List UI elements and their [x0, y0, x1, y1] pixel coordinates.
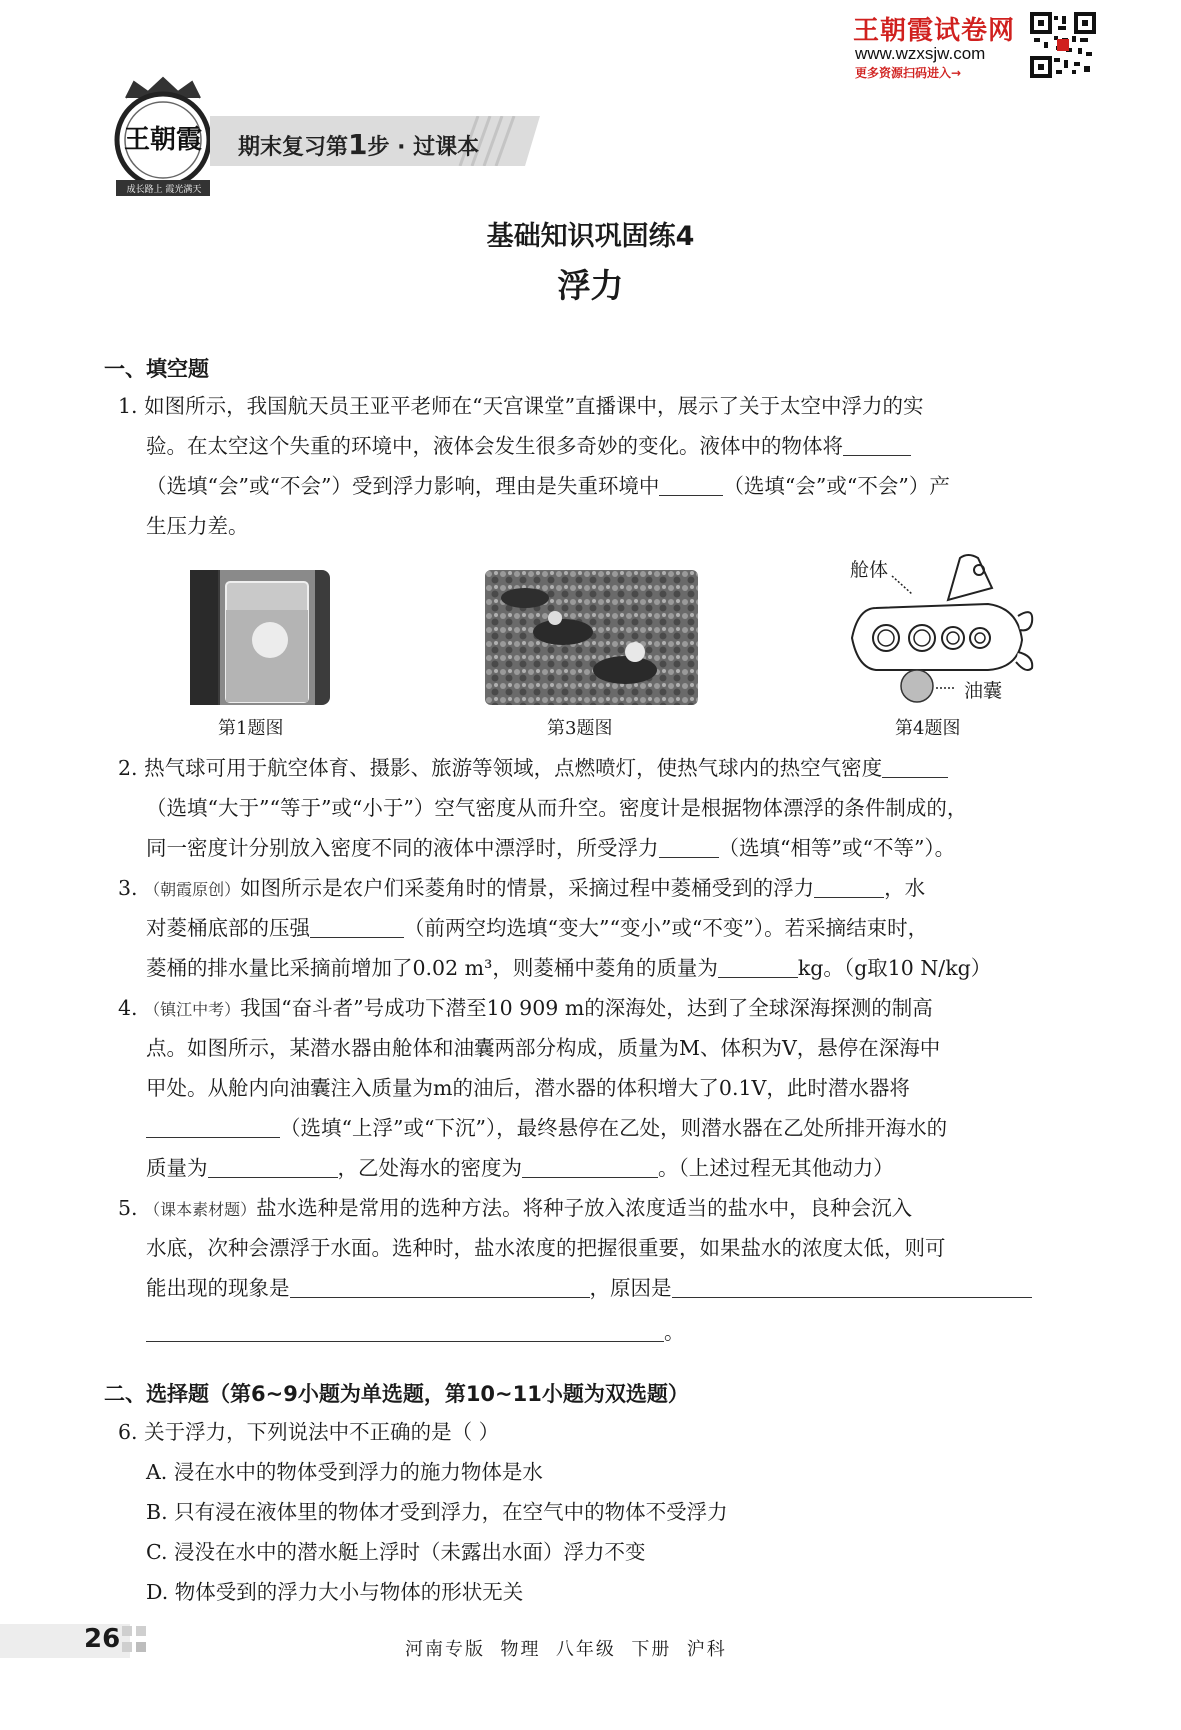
page-title: 基础知识巩固练4: [486, 221, 695, 252]
q5-blank-1[interactable]: [290, 1277, 590, 1298]
q2-blank-1[interactable]: [882, 757, 948, 778]
q2-line-3: 同一密度计分别放入密度不同的液体中漂浮时，所受浮力 （选填“相等”或“不等”）。: [146, 836, 956, 860]
figure-4-caption: 第4题图: [895, 718, 961, 739]
brand-tip: 更多资源扫码进入→: [855, 66, 962, 80]
q1-blank-2[interactable]: [659, 475, 723, 496]
q1-line-2: 验。在太空这个失重的环境中，液体会发生很多奇妙的变化。液体中的物体将: [146, 432, 911, 460]
q6-option-a[interactable]: A. 浸在水中的物体受到浮力的施力物体是水: [146, 1460, 543, 1484]
q4-line-1: 4. （镇江中考）我国“奋斗者”号成功下潜至10 909 m的深海处，达到了全球深海探测的制高: [118, 996, 933, 1020]
q3-blank-3[interactable]: [718, 957, 798, 978]
figure-3-caption: 第3题图: [547, 718, 613, 739]
q3-line-3: 菱桶的排水量比采摘前增加了0.02 m³，则菱桶中菱角的质量为 kg。（g取10 N/kg）: [146, 956, 992, 980]
q3-line-2: 对菱桶底部的压强 （前两空均选填“变大”“变小”或“不变”）。若采摘结束时，: [146, 916, 929, 940]
q4-blank-3[interactable]: [522, 1157, 658, 1178]
qr-code-icon[interactable]: [1030, 12, 1096, 78]
q2-line-2: （选填“大于”“等于”或“小于”）空气密度从而升空。密度计是根据物体漂浮的条件制成的，: [146, 796, 968, 820]
q4-blank-1[interactable]: [146, 1117, 280, 1138]
q1-line-1: 1. 如图所示，我国航天员王亚平老师在“天宫课堂”直播课中，展示了关于太空中浮力的实: [118, 394, 924, 418]
q4-line-5: 质量为 ，乙处海水的密度为 。（上述过程无其他动力）: [146, 1156, 894, 1180]
q6-stem: 6. 关于浮力，下列说法中不正确的是（ ）: [118, 1420, 500, 1444]
logo-slogan: 成长路上 霞光满天: [126, 185, 202, 195]
q5-line-4: 。: [146, 1318, 685, 1346]
section-heading-fill-blank: 一、填空题: [104, 357, 209, 381]
figure-3-photo: [485, 570, 698, 705]
figure-1-caption: 第1题图: [218, 718, 284, 739]
header-banner-title: 期末复习第1步 · 过课本: [238, 128, 480, 161]
q3-line-1: 3. （朝霞原创）如图所示是农户们采菱角时的情景，采摘过程中菱桶受到的浮力 ，水: [118, 876, 926, 900]
q4-line-3: 甲处。从舱内向油囊注入质量为m的油后，潜水器的体积增大了0.1V，此时潜水器将: [146, 1076, 910, 1100]
q5-line-1: 5. （课本素材题）盐水选种是常用的选种方法。将种子放入浓度适当的盐水中，良种会沉入: [118, 1196, 913, 1220]
q3-blank-1[interactable]: [814, 877, 884, 898]
footer-edition-info: 河南专版 物理 八年级 下册 沪科: [405, 1639, 727, 1660]
page-subtitle: 浮力: [557, 266, 624, 305]
q4-line-4: （选填“上浮”或“下沉”），最终悬停在乙处，则潜水器在乙处所排开海水的: [146, 1114, 947, 1142]
figure-4-label-cabin: 舱体: [850, 559, 889, 581]
section-heading-multiple-choice: 二、选择题（第6~9小题为单选题，第10~11小题为双选题）: [104, 1382, 689, 1406]
q5-blank-2[interactable]: [672, 1277, 1032, 1298]
q5-line-3: 能出现的现象是 ，原因是: [146, 1274, 1032, 1302]
q5-blank-3[interactable]: [146, 1321, 664, 1342]
q4-line-2: 点。如图所示，某潜水器由舱体和油囊两部分构成，质量为M、体积为V，悬停在深海中: [146, 1036, 941, 1060]
figure-4-label-oil: 油囊: [964, 680, 1003, 702]
q6-option-c[interactable]: C. 浸没在水中的潜水艇上浮时（未露出水面）浮力不变: [146, 1540, 646, 1564]
page-number: 26: [84, 1624, 121, 1654]
footer-page-squares-icon: [122, 1624, 152, 1658]
brand-url[interactable]: www.wzxsjw.com: [855, 44, 986, 63]
q1-blank-1[interactable]: [843, 435, 911, 456]
figure-4-submarine-diagram: [848, 548, 1038, 706]
q1-line-4: 生压力差。: [146, 514, 249, 538]
q4-blank-2[interactable]: [208, 1157, 338, 1178]
svg-text:王朝霞: 王朝霞: [123, 125, 203, 155]
q3-blank-2[interactable]: [310, 917, 404, 938]
figure-1-photo: [190, 570, 330, 705]
q5-line-2: 水底，次种会漂浮于水面。选种时，盐水浓度的把握很重要，如果盐水的浓度太低，则可: [146, 1236, 946, 1260]
q2-blank-2[interactable]: [659, 837, 719, 858]
q6-option-d[interactable]: D. 物体受到的浮力大小与物体的形状无关: [146, 1580, 524, 1604]
q6-option-b[interactable]: B. 只有浸在液体里的物体才受到浮力，在空气中的物体不受浮力: [146, 1500, 728, 1524]
q1-line-3: （选填“会”或“不会”）受到浮力影响，理由是失重环境中 （选填“会”或“不会”）产: [146, 474, 950, 498]
q2-line-1: 2. 热气球可用于航空体育、摄影、旅游等领域，点燃喷灯，使热气球内的热空气密度: [118, 754, 948, 782]
brand-name: 王朝霞试卷网: [853, 16, 1016, 46]
